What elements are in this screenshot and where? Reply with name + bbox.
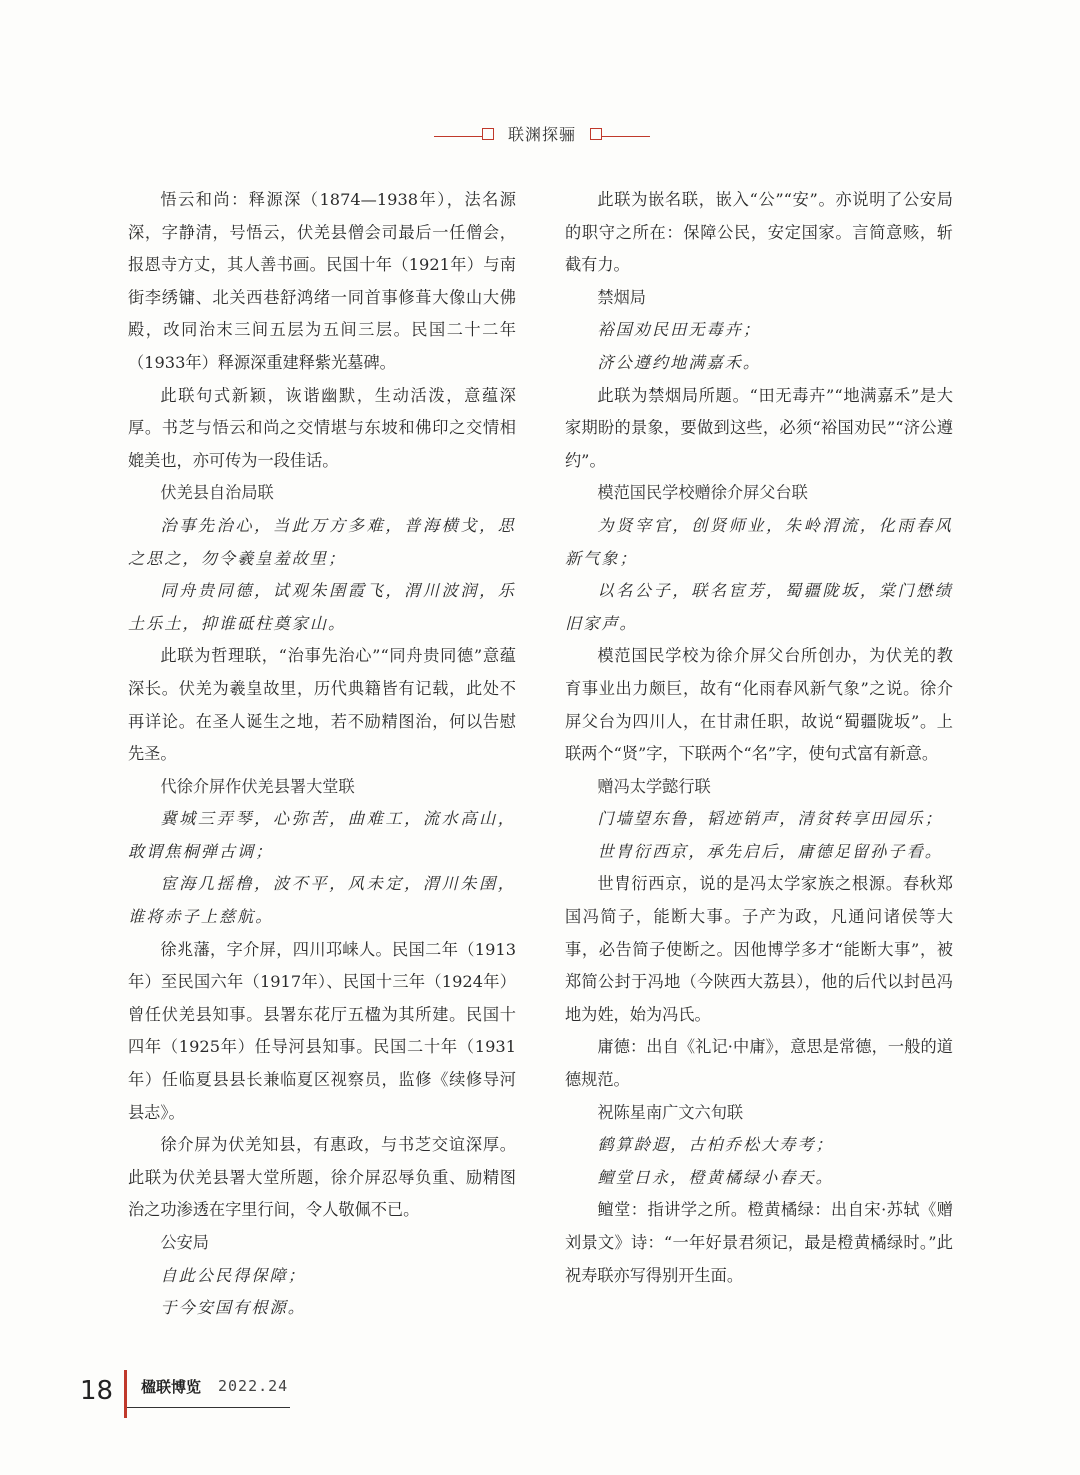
column-title: 联渊探骊 [507,125,576,144]
magazine-name: 楹联博览 [141,1378,202,1396]
body-paragraph: 悟云和尚：释源深（1874—1938年），法名源深，字静清，号悟云，伏羌县僧会司最后一任僧会，报恩寺方丈，其人善书画。民国十年（1921年）与南街李绣镛、北关西巷舒鸿绪一同首事修葺大像山大佛殿，改同治末三间五层为五间三层。民国二十二年（1933年）释源深重建释紫光墓碑。 [128,190,516,372]
body-paragraph: 鳣堂：指讲学之所。橙黄橘绿：出自宋·苏轼《赠刘景文》诗：“一年好景君须记，最是橙黄橘绿时。”此祝寿联亦写得别开生面。 [565,1200,953,1285]
couplet-title: 伏羌县自治局联 [160,483,274,503]
body-paragraph: 庸德：出自《礼记·中庸》，意思是常德，一般的道德规范。 [565,1037,953,1090]
body-paragraph: 世胄衍西京，说的是冯太学家族之根源。春秋郑国冯简子，能断大事。子产为政，凡通问诸侯等大事，必告简子使断之。因他博学多才“能断大事”，被郑简公封于冯地（今陕西大荔县），他的后代以封邑冯地为姓，始为冯氏。 [565,874,953,1024]
body-paragraph: 此联为嵌名联，嵌入“公”“安”。亦说明了公安局的职守之所在：保障公民，安定国家。言简意赅，斩截有力。 [565,190,953,275]
couplet-line: 治事先治心，当此万方多难，普海横戈，思之思之，勿令羲皇羞故里； [128,515,516,568]
header-ornament-right [590,128,602,140]
body-paragraph: 徐介屏为伏羌知县，有惠政，与书芝交谊深厚。此联为伏羌县署大堂所题，徐介屏忍辱负重、励精图治之功渗透在字里行间，令人敬佩不已。 [128,1135,516,1220]
right-text-column [565,184,953,1292]
footer-accent-bar [124,1370,127,1418]
page-footer [0,1370,1080,1430]
couplet-title: 赠冯太学懿行联 [597,776,711,796]
couplet-line: 济公遵约地满嘉禾。 [597,352,762,372]
couplet-title: 模范国民学校赠徐介屏父台联 [597,483,808,503]
couplet-title: 代徐介屏作伏羌县署大堂联 [160,776,355,796]
body-paragraph: 此联为禁烟局所题。“田无毒卉”“地满嘉禾”是大家期盼的景象，要做到这些，必须“裕国劝民”“济公遵约”。 [565,385,953,470]
couplet-line: 裕国劝民田无毒卉； [597,320,762,340]
couplet-line: 以名公子，联名宦芳，蜀疆陇坂，棠门懋绩旧家声。 [565,581,953,633]
couplet-line: 世胄衍西京，承先启后，庸德足留孙子看。 [597,841,943,861]
couplet-line: 冀城三弄琴，心弥苦，曲难工，流水高山，敢谓焦桐弹古调； [128,809,516,861]
couplet-title: 祝陈星南广文六旬联 [597,1102,744,1122]
issue-number: 2022.24 [218,1377,289,1395]
couplet-line: 鹤算龄遐，古柏乔松大寿考； [597,1135,834,1155]
header-rule-left [434,136,482,137]
body-paragraph: 此联为哲理联，“治事先治心”“同舟贵同德”意蕴深长。伏羌为羲皇故里，历代典籍皆有记载，此处不再详论。在圣人诞生之地，若不励精图治，何以告慰先圣。 [128,646,516,764]
couplet-line: 同舟贵同德，试观朱圉霞飞，渭川波润，乐土乐土，抑谁砥柱奠家山。 [128,581,516,633]
couplet-line: 为贤宰官，创贤师业，朱岭渭流，化雨春风新气象； [565,515,953,568]
header-rule-right [602,136,650,137]
couplet-line: 宦海几摇橹，波不平，风未定，渭川朱圉，谁将赤子上慈航。 [128,874,516,927]
couplet-line: 自此公民得保障； [160,1265,306,1285]
page-number: 18 [80,1376,114,1406]
left-text-column [128,184,516,1325]
page-header [0,118,1080,154]
couplet-title: 禁烟局 [597,287,646,307]
header-ornament-left [482,128,494,140]
couplet-line: 于今安国有根源。 [160,1298,306,1318]
footer-rule [127,1407,290,1408]
body-paragraph: 徐兆藩，字介屏，四川邛崃人。民国二年（1913年）至民国六年（1917年）、民国十三年（1924年）曾任伏羌县知事。县署东花厅五楹为其所建。民国十四年（1925年）任导河县知事。民国二十年（1931年）任临夏县县长兼临夏区视察员，监修《续修导河县志》。 [128,939,516,1122]
body-paragraph: 模范国民学校为徐介屏父台所创办，为伏羌的教育事业出力颇巨，故有“化雨春风新气象”之说。徐介屏父台为四川人，在甘肃任职，故说“蜀疆陇坂”。上联两个“贤”字，下联两个“名”字，使句式富有新意。 [565,646,953,764]
couplet-line: 门墙望东鲁，韬迹销声，清贫转享田园乐； [597,809,943,829]
body-paragraph: 此联句式新颖，诙谐幽默，生动活泼，意蕴深厚。书芝与悟云和尚之交情堪与东坡和佛印之交情相媲美也，亦可传为一段佳话。 [128,385,516,470]
couplet-line: 鳣堂日永，橙黄橘绿小春天。 [597,1167,834,1187]
couplet-title: 公安局 [160,1233,209,1252]
